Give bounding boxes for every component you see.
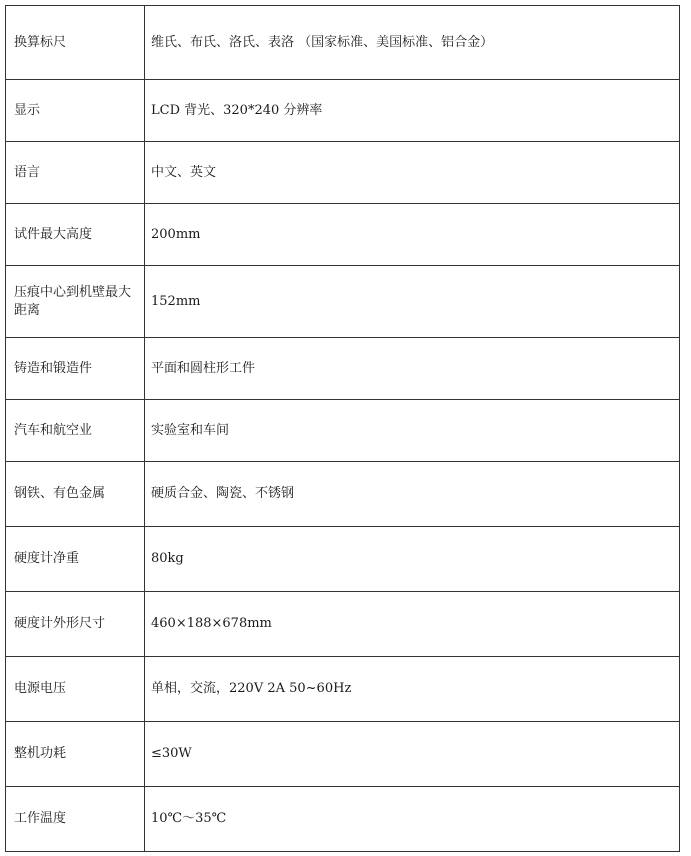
- table-row: [6, 592, 680, 657]
- table-row: [6, 657, 680, 722]
- row-label: 硬度计净重: [6, 527, 145, 592]
- table-row: [6, 266, 680, 338]
- row-label: 整机功耗: [6, 722, 145, 787]
- table-row: [6, 400, 680, 462]
- row-value: 80kg: [145, 527, 680, 592]
- row-label: 电源电压: [6, 657, 145, 722]
- row-value: ≤30W: [145, 722, 680, 787]
- row-label: 显示: [6, 80, 145, 142]
- spec-table: [5, 5, 680, 852]
- table-row: [6, 6, 680, 80]
- row-label: 钢铁、有色金属: [6, 462, 145, 527]
- row-value: LCD 背光、320*240 分辨率: [145, 80, 680, 142]
- table-row: [6, 462, 680, 527]
- row-label: 铸造和锻造件: [6, 338, 145, 400]
- row-value: 152mm: [145, 266, 680, 338]
- row-value: 中文、英文: [145, 142, 680, 204]
- row-value: 460×188×678mm: [145, 592, 680, 657]
- table-row: [6, 142, 680, 204]
- row-value: 200mm: [145, 204, 680, 266]
- row-label: 压痕中心到机壁最大距离: [6, 266, 145, 338]
- row-label: 换算标尺: [6, 6, 145, 80]
- row-value: 单相，交流，220V 2A 50~60Hz: [145, 657, 680, 722]
- row-value: 硬质合金、陶瓷、不锈钢: [145, 462, 680, 527]
- row-value: 维氏、布氏、洛氏、表洛 （国家标准、美国标准、铝合金）: [145, 6, 680, 80]
- row-value: 实验室和车间: [145, 400, 680, 462]
- row-label: 硬度计外形尺寸: [6, 592, 145, 657]
- row-label: 工作温度: [6, 787, 145, 852]
- table-row: [6, 722, 680, 787]
- row-value: 10℃～35℃: [145, 787, 680, 852]
- table-row: [6, 527, 680, 592]
- row-label: 试件最大高度: [6, 204, 145, 266]
- table-row: [6, 80, 680, 142]
- row-value: 平面和圆柱形工件: [145, 338, 680, 400]
- table-row: [6, 787, 680, 852]
- row-label: 语言: [6, 142, 145, 204]
- table-row: [6, 338, 680, 400]
- table-row: [6, 204, 680, 266]
- row-label: 汽车和航空业: [6, 400, 145, 462]
